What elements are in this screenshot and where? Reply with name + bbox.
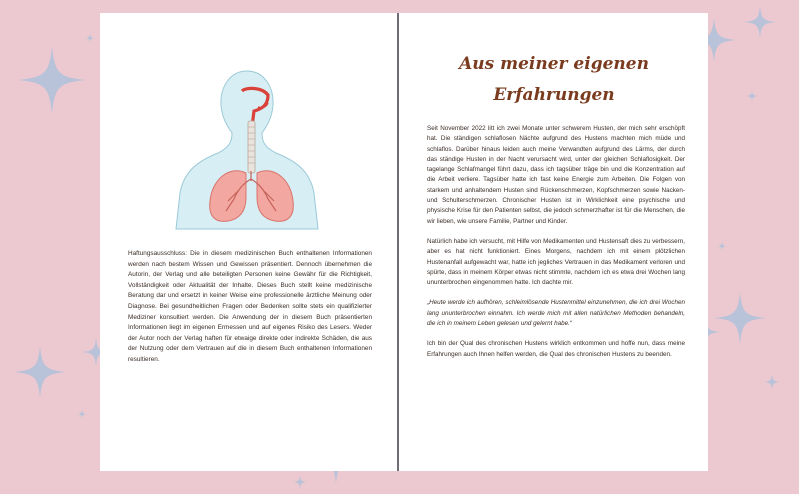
right-page	[399, 13, 708, 471]
paragraph-1: Seit November 2022 litt ich zwei Monate unter schwerem Husten, der mich sehr erschöpft hat. Die ständigen schlaflosen Nächte aufgrund des Hustens machten mich müde und schlaflos. Darüber hinaus leiden auch meine Verwandten aufgrund des Lärms, der durch das ständige Husten in der Nacht verursacht wird, unter der gleichen Schlaflosigkeit. Der tagelange Schlafmangel führt dazu, dass ich tagsüber träge bin und die Konzentration auf die Arbeit verliere. Tagsüber hatte ich fast keine Energie zum Arbeiten. Die Folgen von starkem und anhaltendem Husten sind Rückenschmerzen, Kopfschmerzen sowie Nacken- und Schulterschmerzen. Chronischer Husten ist in Wirklichkeit eine psychische und physische Krise für den Patienten selbst, die jedoch schmerzhafter ist für die Menschen, die wir lieben, wie unsere Familie, Partner und Kinder.	[427, 125, 685, 225]
quote-paragraph: „Heute werde ich aufhören, schleimlösende Hustenmittel einzunehmen, die ich drei Wochen lang ununterbrochen einnahm. Ich werde mich mit allen natürlichen Methoden behandeln, die ich in meinem Leben gelesen und gelernt habe.“	[427, 299, 685, 328]
sparkle-icon	[77, 409, 87, 419]
sparkle-icon	[717, 241, 727, 251]
left-page	[100, 13, 397, 471]
title-line-1: Aus meiner eigenen	[459, 54, 649, 74]
title-line-2: Erfahrungen	[493, 85, 615, 105]
book-spread	[100, 13, 708, 471]
sparkle-icon	[764, 374, 780, 390]
sparkle-icon	[14, 346, 66, 398]
sparkle-icon	[293, 475, 307, 489]
story-body	[427, 124, 685, 370]
sparkle-icon	[85, 33, 95, 43]
sparkle-icon	[18, 46, 86, 114]
paragraph-3: Ich bin der Qual des chronischen Hustens wirklich entkommen und hoffe nun, dass meine Erfahrungen auch Ihnen helfen werden, die Qual des chronischen Hustens zu beenden.	[427, 340, 685, 358]
disclaimer-text: Haftungsausschluss: Die in diesem medizinischen Buch enthaltenen Informationen werden nach bestem Wissen und Gewissen präsentiert. Dennoch übernehmen die Autorin, der Verlag und alle beteiligten Personen keine Gewähr für die Richtigkeit, Vollständigkeit oder Aktualität der Inhalte. Dieses Buch stellt keine medizinische Beratung dar und ersetzt in keiner Weise eine professionelle ärztliche Meinung oder Diagnose. Bei gesundheitlichen Fragen oder Bedenken sollte stets ein qualifizierter Mediziner konsultiert werden. Die Anwendung der in diesem Buch präsentierten Informationen liegt im eigenen Ermessen und auf eigenes Risiko des Lesers. Weder der Autor noch der Verlag haften für etwaige direkte oder indirekte Schäden, die aus der Nutzung oder dem Vertrauen auf die in diesem Buch enthaltenen Informationen resultieren.	[128, 250, 372, 363]
page-title	[419, 49, 689, 111]
sparkle-icon	[744, 6, 776, 38]
paragraph-2: Natürlich habe ich versucht, mit Hilfe von Medikamenten und Hustensaft dies zu verbessern, aber es hat nicht funktioniert. Eines Morgens, nachdem ich mit einem plötzlichen Hustenanfall aufgewacht war, hatte ich jegliches Vertrauen in das Medikament verloren und spürte, dass in meinem Körper etwas nicht stimmte, nachdem ich es etwa drei Wochen lang ununterbrochen eingenommen hatte. Ich dachte mir.	[427, 237, 685, 287]
sparkle-icon	[746, 90, 758, 102]
respiratory-system-illustration-icon	[172, 61, 322, 231]
sparkle-icon	[714, 292, 766, 344]
